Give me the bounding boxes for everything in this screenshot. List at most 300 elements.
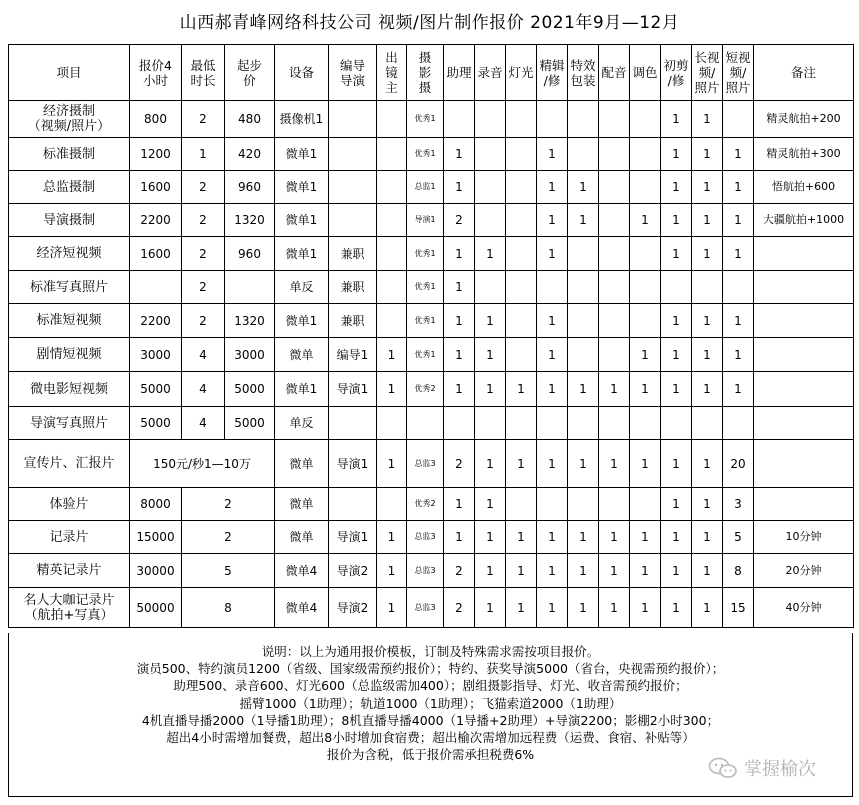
- device-cell: 微单: [275, 440, 329, 488]
- column-header-text: 配音: [601, 65, 627, 80]
- column-header: [407, 45, 444, 101]
- table-row: [9, 304, 854, 338]
- item-cell: [9, 171, 130, 204]
- short-cell: 20: [723, 440, 754, 488]
- min-start-cell: 2: [182, 521, 275, 554]
- note-cell: [754, 407, 854, 440]
- director-cell: 导演1: [329, 372, 377, 407]
- cut-cell: 1: [661, 237, 692, 271]
- item-cell: [9, 488, 130, 521]
- table-row: [9, 372, 854, 407]
- short-cell: 1: [723, 372, 754, 407]
- host-cell: [377, 171, 407, 204]
- sound-cell: 1: [475, 440, 506, 488]
- edit-cell: 1: [537, 521, 568, 554]
- device-cell: 微单1: [275, 204, 329, 237]
- item-cell: [9, 440, 130, 488]
- director-cell: [329, 138, 377, 171]
- column-header: [329, 45, 377, 101]
- director-cell: 兼职: [329, 304, 377, 338]
- fx-cell: [568, 407, 599, 440]
- cut-cell: 1: [661, 372, 692, 407]
- sound-cell: 1: [475, 237, 506, 271]
- assistant-cell: [444, 407, 475, 440]
- edit-cell: 1: [537, 372, 568, 407]
- light-cell: 1: [506, 554, 537, 588]
- item-cell: [9, 372, 130, 407]
- short-cell: 1: [723, 237, 754, 271]
- note-cell: 精灵航拍+200: [754, 101, 854, 138]
- director-cell: [329, 171, 377, 204]
- assistant-cell: 1: [444, 488, 475, 521]
- column-header: [182, 45, 225, 101]
- light-cell: [506, 407, 537, 440]
- camera-cell: 优秀1: [407, 304, 444, 338]
- color-cell: 1: [630, 521, 661, 554]
- long-cell: 1: [692, 588, 723, 628]
- light-cell: 1: [506, 521, 537, 554]
- item-name: 标准摄制: [42, 146, 95, 162]
- price-cell: 50000: [130, 588, 182, 628]
- column-header: [9, 45, 130, 101]
- device-cell: 微单1: [275, 138, 329, 171]
- color-cell: 1: [630, 554, 661, 588]
- assistant-cell: 1: [444, 372, 475, 407]
- host-cell: [377, 304, 407, 338]
- item-name: 名人大咖记录片: [23, 592, 115, 608]
- item-name: 导演摄制: [42, 212, 95, 228]
- item-name: 体验片: [49, 496, 89, 512]
- device-cell: 微单: [275, 338, 329, 372]
- start-price-cell: 960: [225, 237, 275, 271]
- voice-cell: [599, 488, 630, 521]
- long-cell: 1: [692, 372, 723, 407]
- table-row: [9, 338, 854, 372]
- table-row: [9, 271, 854, 304]
- assistant-cell: [444, 101, 475, 138]
- fx-cell: [568, 138, 599, 171]
- cut-cell: [661, 407, 692, 440]
- long-cell: 1: [692, 554, 723, 588]
- color-cell: [630, 237, 661, 271]
- host-cell: 1: [377, 588, 407, 628]
- column-header-text: 小时: [142, 72, 168, 88]
- column-header-text: 灯光: [508, 65, 534, 80]
- item-name: 宣传片、汇报片: [23, 456, 115, 471]
- camera-cell: 总监3: [407, 440, 444, 488]
- price-cell: [130, 271, 182, 304]
- device-cell: 微单4: [275, 554, 329, 588]
- column-header-text: 最低: [190, 57, 216, 73]
- director-cell: 编导1: [329, 338, 377, 372]
- fx-cell: [568, 271, 599, 304]
- host-cell: [377, 101, 407, 138]
- camera-cell: 优秀1: [407, 101, 444, 138]
- host-cell: 1: [377, 338, 407, 372]
- item-name: 标准短视频: [36, 313, 102, 328]
- long-cell: [692, 271, 723, 304]
- column-header: [754, 45, 854, 101]
- cut-cell: 1: [661, 171, 692, 204]
- color-cell: [630, 407, 661, 440]
- short-cell: 1: [723, 138, 754, 171]
- cut-cell: 1: [661, 440, 692, 488]
- voice-cell: [599, 138, 630, 171]
- camera-cell: 优秀1: [407, 138, 444, 171]
- fx-cell: 1: [568, 171, 599, 204]
- column-header-text: 价: [243, 72, 256, 88]
- light-cell: [506, 488, 537, 521]
- host-cell: [377, 237, 407, 271]
- table-row: [9, 407, 854, 440]
- fx-cell: [568, 488, 599, 521]
- min-duration-cell: 2: [182, 101, 225, 138]
- note-line: 报价为含税，低于报价需承担税费6%: [326, 747, 535, 763]
- director-cell: [329, 101, 377, 138]
- camera-cell: 优秀1: [407, 271, 444, 304]
- column-header-text: 照片: [725, 80, 751, 95]
- fx-cell: 1: [568, 440, 599, 488]
- column-header-text: 备注: [790, 65, 816, 80]
- assistant-cell: 1: [444, 521, 475, 554]
- cut-cell: 1: [661, 588, 692, 628]
- sound-cell: [475, 101, 506, 138]
- voice-cell: [599, 407, 630, 440]
- note-cell: [754, 440, 854, 488]
- assistant-cell: 1: [444, 304, 475, 338]
- sound-cell: [475, 138, 506, 171]
- director-cell: 导演1: [329, 521, 377, 554]
- price-cell: 2200: [130, 304, 182, 338]
- cut-cell: 1: [661, 338, 692, 372]
- director-cell: 导演2: [329, 588, 377, 628]
- color-cell: 1: [630, 338, 661, 372]
- fx-cell: [568, 101, 599, 138]
- camera-cell: [407, 407, 444, 440]
- price-cell: 2200: [130, 204, 182, 237]
- long-cell: 1: [692, 101, 723, 138]
- light-cell: 1: [506, 588, 537, 628]
- fx-cell: 1: [568, 204, 599, 237]
- host-cell: [377, 488, 407, 521]
- column-header: [692, 45, 723, 101]
- long-cell: 1: [692, 304, 723, 338]
- column-header-text: 设备: [288, 65, 314, 80]
- voice-cell: [599, 204, 630, 237]
- device-cell: 微单1: [275, 304, 329, 338]
- note-cell: 悟航拍+600: [754, 171, 854, 204]
- long-cell: [692, 407, 723, 440]
- item-name: 精英记录片: [36, 563, 102, 578]
- color-cell: [630, 304, 661, 338]
- note-cell: [754, 372, 854, 407]
- column-header: [537, 45, 568, 101]
- camera-cell: 导演1: [407, 204, 444, 237]
- note-line: 超出4小时需增加餐费，超出8小时增加食宿费；超出榆次需增加远程费（运费、食宿、补贴等）: [166, 730, 695, 746]
- director-cell: 导演1: [329, 440, 377, 488]
- assistant-cell: 1: [444, 138, 475, 171]
- item-name: （航拍+写真）: [24, 607, 114, 623]
- column-header-text: 精辑: [539, 57, 565, 73]
- sound-cell: 1: [475, 488, 506, 521]
- edit-cell: 1: [537, 204, 568, 237]
- column-header: [377, 45, 407, 101]
- column-header-text: /修: [543, 72, 561, 88]
- note-line: 4机直播导播2000（1导播1助理）；8机直播导播4000（1导播+2助理）+导演2200；影棚2小时300；: [141, 712, 720, 728]
- sound-cell: 1: [475, 521, 506, 554]
- min-start-cell: 2: [182, 488, 275, 521]
- color-cell: 1: [630, 204, 661, 237]
- column-header-text: 长视: [694, 50, 720, 65]
- voice-cell: 1: [599, 440, 630, 488]
- watermark: [708, 755, 816, 781]
- fx-cell: [568, 304, 599, 338]
- column-header-text: 镜: [385, 65, 398, 80]
- column-header-text: 录音: [477, 65, 503, 80]
- edit-cell: [537, 101, 568, 138]
- note-cell: [754, 271, 854, 304]
- column-header-text: /修: [667, 72, 685, 88]
- device-cell: 微单: [275, 521, 329, 554]
- fx-cell: 1: [568, 554, 599, 588]
- long-cell: 1: [692, 338, 723, 372]
- voice-cell: [599, 271, 630, 304]
- director-cell: [329, 407, 377, 440]
- price-table: [8, 44, 854, 628]
- column-header-text: 编导: [339, 57, 365, 73]
- fx-cell: 1: [568, 372, 599, 407]
- item-name: 总监摄制: [42, 179, 95, 195]
- note-cell: [754, 338, 854, 372]
- item-cell: [9, 138, 130, 171]
- director-cell: [329, 488, 377, 521]
- price-cell: 30000: [130, 554, 182, 588]
- voice-cell: [599, 101, 630, 138]
- note-cell: [754, 304, 854, 338]
- device-cell: 摄像机1: [275, 101, 329, 138]
- column-header-text: 报价4: [139, 57, 172, 73]
- table-row: [9, 204, 854, 237]
- cut-cell: 1: [661, 204, 692, 237]
- device-cell: 微单1: [275, 237, 329, 271]
- edit-cell: 1: [537, 588, 568, 628]
- color-cell: 1: [630, 372, 661, 407]
- short-cell: 1: [723, 338, 754, 372]
- host-cell: 1: [377, 521, 407, 554]
- cut-cell: 1: [661, 554, 692, 588]
- column-header: [506, 45, 537, 101]
- cut-cell: [661, 271, 692, 304]
- watermark-text: 掌握榆次: [744, 759, 816, 780]
- host-cell: [377, 204, 407, 237]
- short-cell: [723, 101, 754, 138]
- price-cell: 3000: [130, 338, 182, 372]
- cut-cell: 1: [661, 138, 692, 171]
- director-cell: 导演2: [329, 554, 377, 588]
- column-header-text: 包装: [570, 72, 596, 88]
- price-cell: 8000: [130, 488, 182, 521]
- color-cell: [630, 101, 661, 138]
- edit-cell: 1: [537, 171, 568, 204]
- min-start-cell: 5: [182, 554, 275, 588]
- item-name: 经济短视频: [36, 246, 102, 261]
- cut-cell: 1: [661, 488, 692, 521]
- item-cell: [9, 521, 130, 554]
- column-header-text: 初剪: [663, 57, 689, 73]
- item-name: 导演写真照片: [29, 415, 108, 431]
- item-cell: [9, 101, 130, 138]
- camera-cell: 优秀2: [407, 488, 444, 521]
- note-cell: 10分钟: [754, 521, 854, 554]
- item-name: 记录片: [49, 529, 89, 545]
- wechat-logo-icon: [708, 757, 738, 779]
- short-cell: 1: [723, 304, 754, 338]
- item-name: （视频/照片）: [27, 119, 111, 134]
- host-cell: 1: [377, 554, 407, 588]
- table-row: [9, 171, 854, 204]
- start-price-cell: 5000: [225, 407, 275, 440]
- price-cell: 5000: [130, 372, 182, 407]
- light-cell: [506, 237, 537, 271]
- fx-cell: 1: [568, 588, 599, 628]
- note-cell: [754, 488, 854, 521]
- column-header: [275, 45, 329, 101]
- item-name: 微电影短视频: [29, 381, 108, 397]
- edit-cell: 1: [537, 338, 568, 372]
- short-cell: [723, 407, 754, 440]
- min-duration-cell: 4: [182, 372, 225, 407]
- item-cell: [9, 271, 130, 304]
- assistant-cell: 1: [444, 237, 475, 271]
- sound-cell: 1: [475, 304, 506, 338]
- light-cell: [506, 304, 537, 338]
- voice-cell: 1: [599, 521, 630, 554]
- short-cell: 1: [723, 171, 754, 204]
- color-cell: [630, 271, 661, 304]
- start-price-cell: 480: [225, 101, 275, 138]
- min-start-cell: 8: [182, 588, 275, 628]
- note-line: 说明：以上为通用报价模板，订制及特殊需求需按项目报价。: [261, 644, 600, 659]
- note-line: 摇臂1000（1助理）；轨道1000（1助理）；飞猫索道2000（1助理）: [239, 695, 622, 711]
- table-row: [9, 138, 854, 171]
- sound-cell: [475, 171, 506, 204]
- short-cell: 1: [723, 204, 754, 237]
- note-cell: 精灵航拍+300: [754, 138, 854, 171]
- voice-cell: 1: [599, 588, 630, 628]
- sound-cell: 1: [475, 338, 506, 372]
- item-name: 经济摄制: [42, 104, 95, 119]
- assistant-cell: 2: [444, 440, 475, 488]
- column-header: [599, 45, 630, 101]
- edit-cell: 1: [537, 554, 568, 588]
- cut-cell: 1: [661, 521, 692, 554]
- column-header: [130, 45, 182, 101]
- long-cell: 1: [692, 204, 723, 237]
- note-line: 演员500、特约演员1200（省级、国家级需预约报价）；特约、获奖导演5000（省台，央视需预约报价）；: [136, 661, 725, 677]
- column-header-text: 频/: [698, 65, 716, 80]
- sound-cell: [475, 271, 506, 304]
- price-cell: 15000: [130, 521, 182, 554]
- assistant-cell: 1: [444, 171, 475, 204]
- long-cell: 1: [692, 237, 723, 271]
- voice-cell: [599, 338, 630, 372]
- price-cell: 1600: [130, 237, 182, 271]
- light-cell: [506, 204, 537, 237]
- price-cell: 5000: [130, 407, 182, 440]
- item-cell: [9, 588, 130, 628]
- device-cell: 单反: [275, 407, 329, 440]
- item-cell: [9, 304, 130, 338]
- voice-cell: [599, 171, 630, 204]
- light-cell: [506, 138, 537, 171]
- device-cell: 微单: [275, 488, 329, 521]
- camera-cell: 优秀1: [407, 237, 444, 271]
- item-cell: [9, 407, 130, 440]
- assistant-cell: 1: [444, 338, 475, 372]
- light-cell: 1: [506, 372, 537, 407]
- note-cell: 20分钟: [754, 554, 854, 588]
- column-header-text: 照片: [694, 80, 720, 95]
- min-duration-cell: 2: [182, 171, 225, 204]
- color-cell: [630, 138, 661, 171]
- color-cell: [630, 488, 661, 521]
- column-header-text: 出: [385, 50, 398, 65]
- sound-cell: [475, 204, 506, 237]
- short-cell: 8: [723, 554, 754, 588]
- column-header-text: 频/: [729, 65, 747, 80]
- director-cell: 兼职: [329, 271, 377, 304]
- start-price-cell: 3000: [225, 338, 275, 372]
- light-cell: [506, 338, 537, 372]
- note-cell: 大疆航拍+1000: [754, 204, 854, 237]
- table-row: [9, 440, 854, 488]
- column-header-text: 起步: [236, 57, 262, 73]
- color-cell: 1: [630, 588, 661, 628]
- voice-cell: 1: [599, 372, 630, 407]
- fx-cell: [568, 338, 599, 372]
- item-cell: [9, 204, 130, 237]
- column-header-text: 影: [418, 65, 432, 80]
- column-header: [475, 45, 506, 101]
- start-price-cell: 1320: [225, 304, 275, 338]
- camera-cell: 总监3: [407, 588, 444, 628]
- start-price-cell: [225, 271, 275, 304]
- light-cell: [506, 171, 537, 204]
- long-cell: 1: [692, 521, 723, 554]
- column-header: [723, 45, 754, 101]
- host-cell: 1: [377, 440, 407, 488]
- color-cell: 1: [630, 440, 661, 488]
- table-row: [9, 488, 854, 521]
- assistant-cell: 1: [444, 271, 475, 304]
- column-header-text: 特效: [570, 57, 596, 73]
- camera-cell: 总监3: [407, 554, 444, 588]
- voice-cell: 1: [599, 554, 630, 588]
- min-duration-cell: 4: [182, 407, 225, 440]
- light-cell: [506, 101, 537, 138]
- fx-cell: 1: [568, 521, 599, 554]
- director-cell: [329, 204, 377, 237]
- table-row: [9, 554, 854, 588]
- color-cell: [630, 171, 661, 204]
- assistant-cell: 2: [444, 554, 475, 588]
- camera-cell: 总监3: [407, 521, 444, 554]
- column-header: [661, 45, 692, 101]
- short-cell: 3: [723, 488, 754, 521]
- cut-cell: 1: [661, 101, 692, 138]
- voice-cell: [599, 237, 630, 271]
- item-cell: [9, 338, 130, 372]
